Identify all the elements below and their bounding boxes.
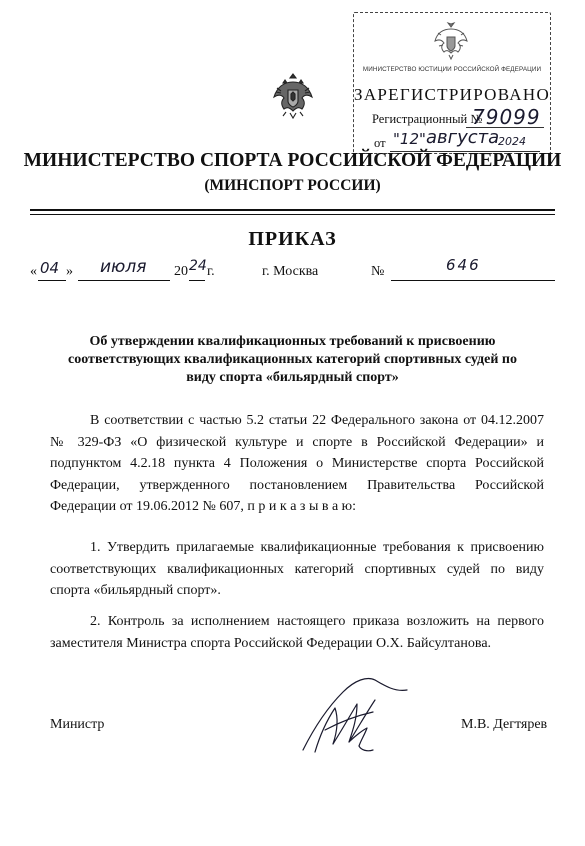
- coat-of-arms-icon: [271, 72, 315, 120]
- registration-stamp: [353, 12, 551, 154]
- stamp-date-year: 2024: [498, 135, 526, 148]
- order-date-quote-close: »: [66, 264, 73, 279]
- order-subject: Об утверждении квалификационных требований к присвоению соответствующих квалификационных категорий спортивных судей по виду спорта «бильярдный спорт»: [68, 334, 517, 385]
- order-date-month: июля: [100, 257, 147, 277]
- stamp-registration-label: Регистрационный №: [372, 112, 483, 126]
- signer-title: Министр: [50, 717, 105, 732]
- coat-of-arms-icon: [429, 19, 473, 63]
- ministry-short-name: (МИНСПОРТ РОССИИ): [204, 177, 381, 194]
- order-year-underline: [189, 280, 205, 281]
- order-city: г. Москва: [262, 264, 319, 279]
- order-day-underline: [38, 280, 66, 281]
- order-date-day: 04: [40, 259, 60, 277]
- handwritten-signature: [295, 670, 415, 760]
- stamp-date-day: "12": [393, 130, 426, 148]
- body-paragraph-2: 1. Утвердить прилагаемые квалификационные требования к присвоению соответствующих квалификационных категорий спортивных судей по виду спорта «бильярдный спорт».: [50, 540, 544, 598]
- order-year-suffix: 24: [189, 258, 207, 274]
- order-date-quote-open: «: [30, 264, 37, 279]
- order-month-underline: [78, 280, 170, 281]
- body-paragraph-3: 2. Контроль за исполнением настоящего приказа возложить на первого заместителя Министра спорта Российской Федерации О.Х. Байсултанова.: [50, 614, 544, 651]
- order-number: 646: [446, 256, 481, 274]
- header-rule-thick: [30, 209, 555, 211]
- stamp-ministry-name: МИНИСТЕРСТВО ЮСТИЦИИ РОССИЙСКОЙ ФЕДЕРАЦИИ: [362, 66, 542, 73]
- order-number-underline: [391, 280, 555, 281]
- signer-name: М.В. Дегтярев: [461, 717, 548, 732]
- order-year-prefix: 20: [174, 264, 188, 279]
- body-paragraph-1: В соответствии с частью 5.2 статьи 22 Федерального закона от 04.12.2007 № 329-ФЗ «О физической культуре и спорте в Российской Федерации» и подпунктом 4.2.18 пункта 4 Положения о Министерстве спорта Российской Федерации, утвержденного постановлением Правительства Российской Федерации от 19.06.2012 № 607, п р и к а з ы в а ю:: [50, 413, 544, 514]
- header-rule-thin: [30, 214, 555, 215]
- stamp-date-month: августа: [426, 127, 500, 148]
- ministry-name: МИНИСТЕРСТВО СПОРТА РОССИЙСКОЙ ФЕДЕРАЦИИ: [23, 150, 562, 171]
- document-type: ПРИКАЗ: [248, 228, 337, 250]
- order-year-suffix-g: г.: [207, 264, 215, 279]
- order-number-label: №: [371, 264, 385, 279]
- stamp-title: ЗАРЕГИСТРИРОВАНО: [354, 85, 551, 104]
- stamp-date-prefix: от: [374, 136, 386, 150]
- stamp-registration-number: 79099: [472, 105, 541, 129]
